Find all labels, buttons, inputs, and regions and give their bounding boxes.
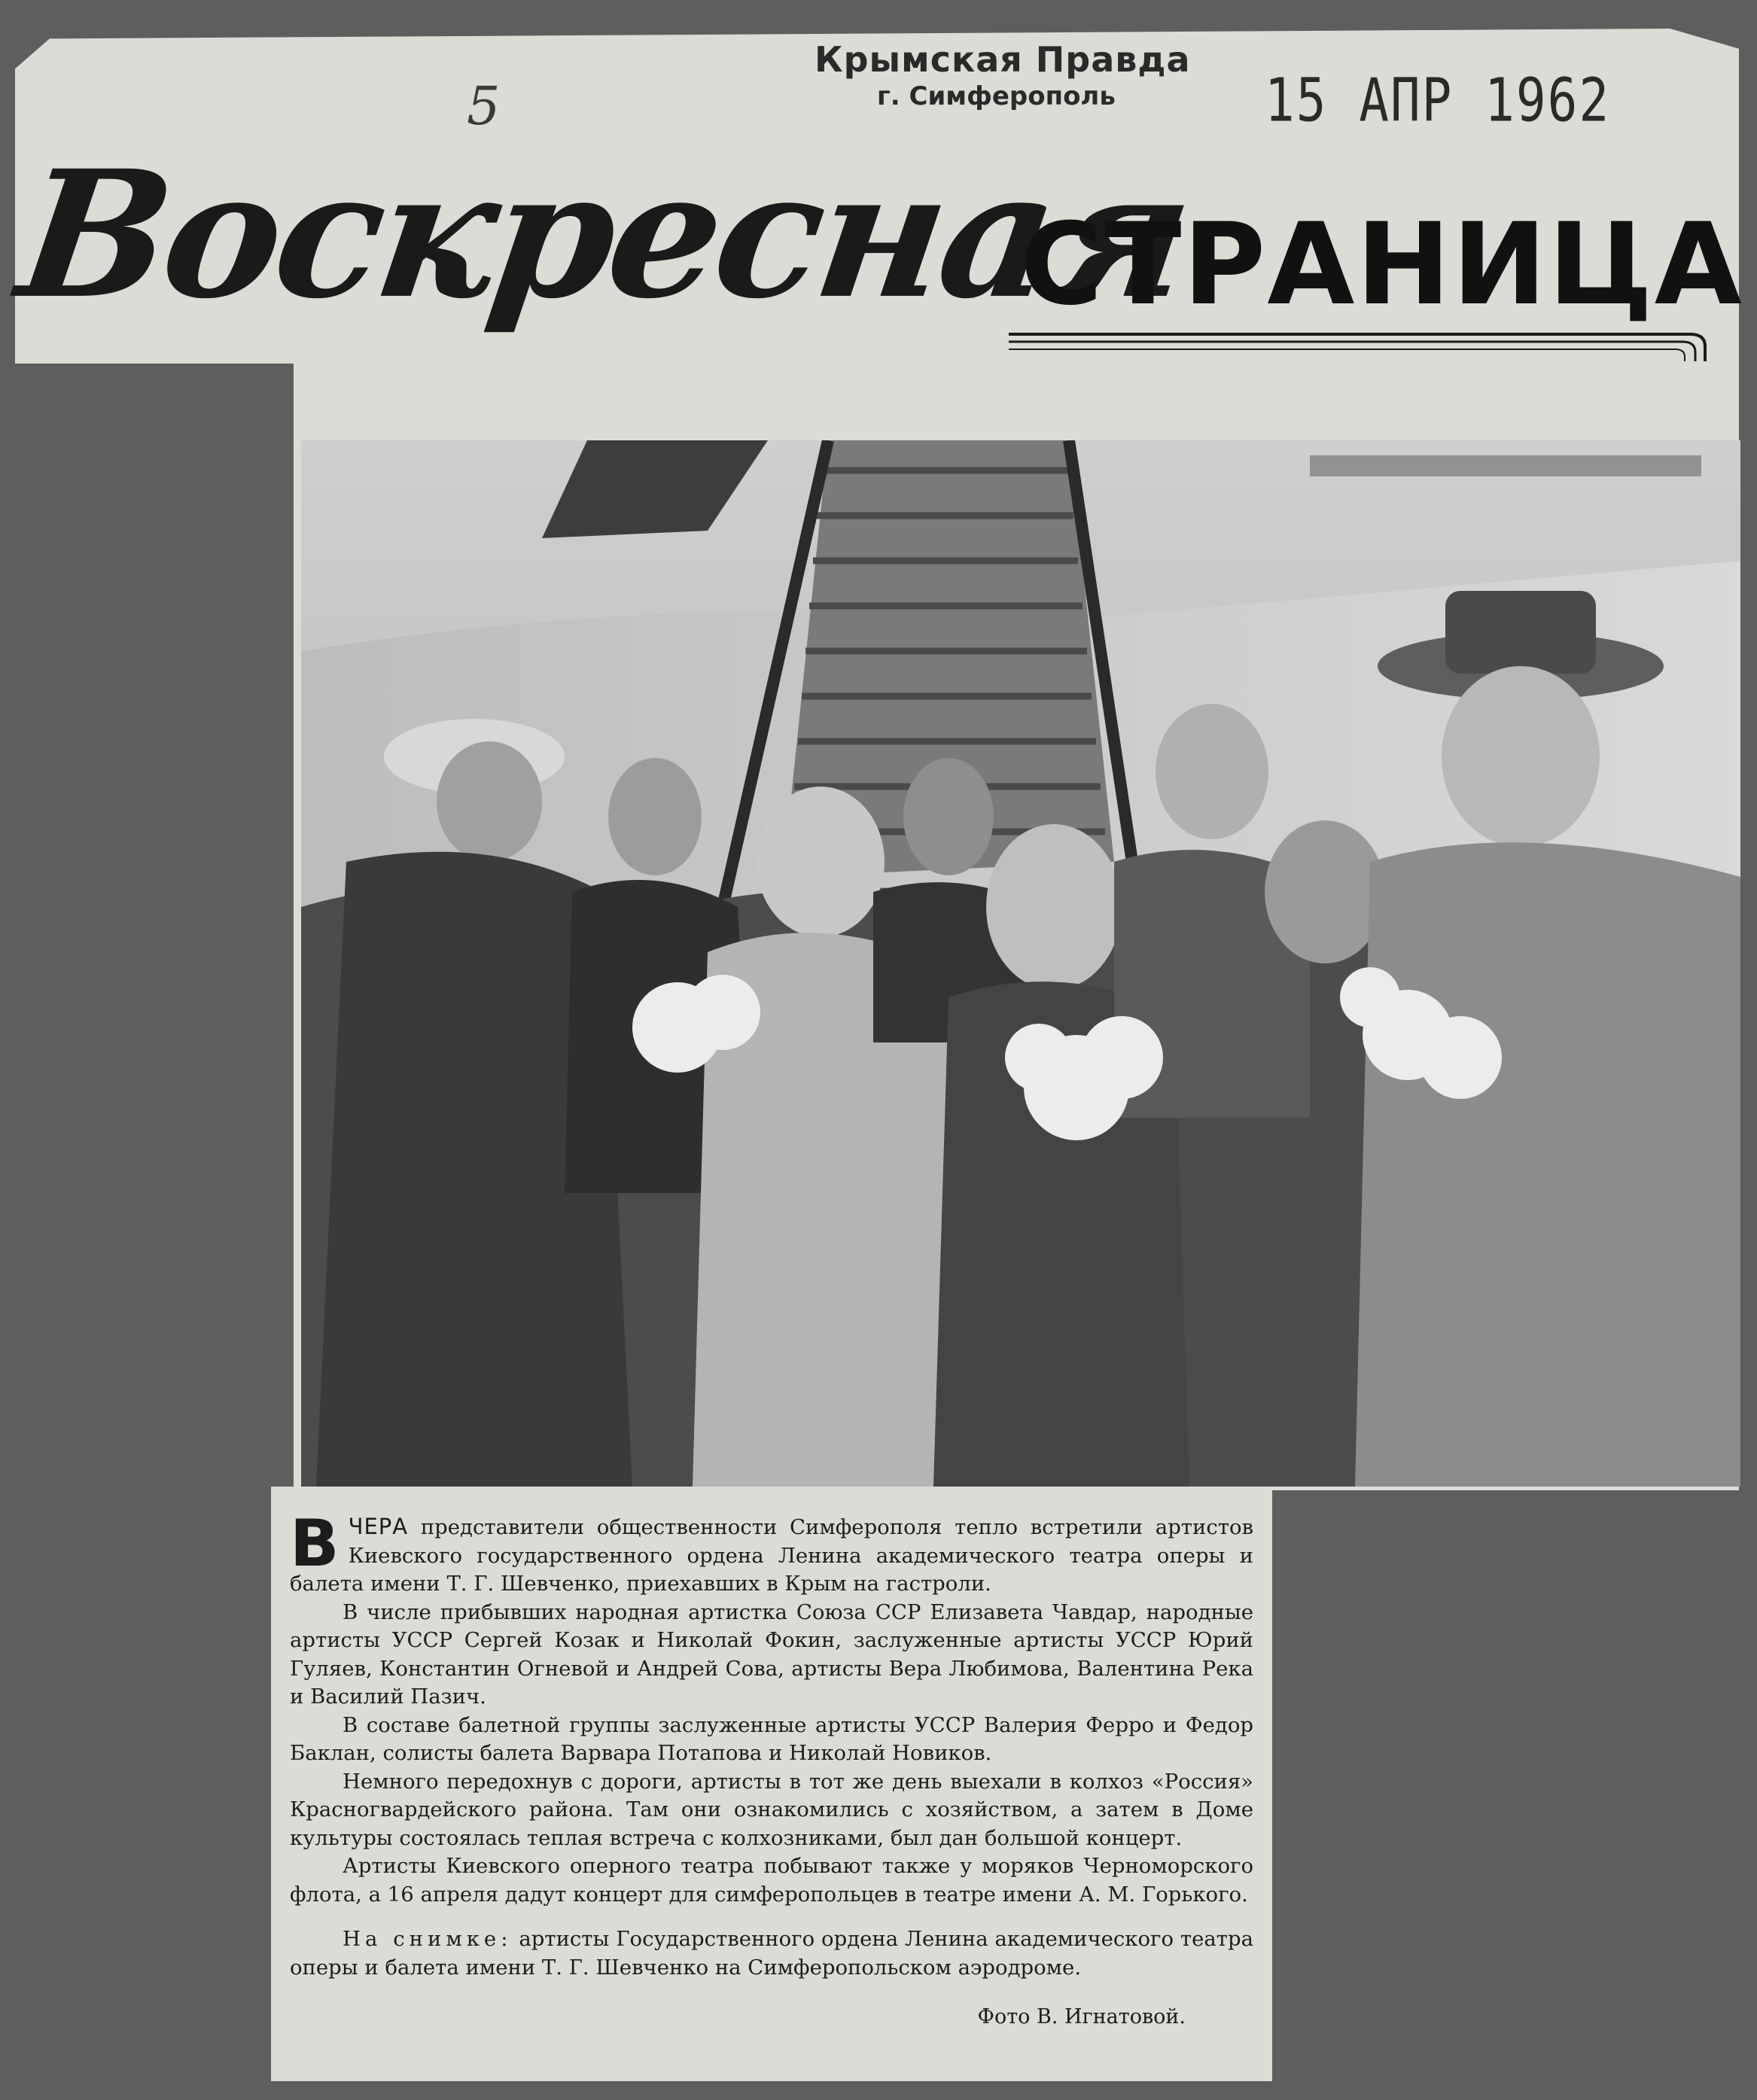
section-title-block: СТРАНИЦА bbox=[1020, 199, 1743, 330]
article bbox=[290, 1506, 1254, 2032]
stamp-city: г. Симферополь bbox=[877, 81, 1116, 111]
caption-text: артисты Государственного ордена Ленина академического театра оперы и балета имени Т. Г. Шевченко на Симферопольском аэродроме. bbox=[290, 1927, 1254, 1980]
paragraph-1-text: представители общественности Симферополя тепло встретили артистов Киевского государственного ордена Ленина академического театра оперы и балета имени Т. Г. Шевченко, приехавших в Крым на гастроли. bbox=[290, 1515, 1253, 1596]
article-paragraph-3: В составе балетной группы заслуженные артисты УССР Валерия Ферро и Федор Баклан, солисты балета Варвара Потапова и Николай Новиков. bbox=[290, 1712, 1253, 1765]
photo-credit: Фото В. Игнатовой. bbox=[977, 2005, 1186, 2028]
dropcap: В bbox=[290, 1506, 340, 1581]
photo-caption bbox=[290, 1925, 1253, 1982]
section-title-script: Воскресная bbox=[8, 132, 1200, 337]
caption-label: На снимке: bbox=[343, 1927, 513, 1951]
article-paragraph-1 bbox=[290, 1506, 1253, 1599]
article-paragraph-2: В числе прибывших народная артистка Союза ССР Елизавета Чавдар, народные артисты УССР Сергей Козак и Николай Фокин, заслуженные артисты УССР Юрий Гуляев, Константин Огневой и Андрей Сова, артисты Вера Любимова, Валентина Река и Василий Пазич. bbox=[290, 1599, 1253, 1709]
stamp-newspaper-name: Крымская Правда bbox=[815, 39, 1191, 80]
photo-artists-at-airport bbox=[301, 440, 1740, 1487]
photo-icon bbox=[301, 440, 1740, 1487]
lead-word: ЧЕРА bbox=[348, 1514, 409, 1539]
title-underline-decoration bbox=[1009, 331, 1709, 366]
stamp-date: 15 АПР 1962 bbox=[1265, 65, 1611, 135]
article-paragraph-4: Немного передохнув с дороги, артисты в тот же день выехали в колхоз «Россия» Красногвардейского района. Там они ознакомились с хозяйством, а затем в Доме культуры состоялась теплая встреча с колхозниками, был дан большой концерт. bbox=[290, 1769, 1253, 1850]
article-paragraph-5: Артисты Киевского оперного театра побывают также у моряков Черноморского флота, а 16 апреля дадут концерт для симферопольцев в театре имени А. М. Горького. bbox=[290, 1854, 1253, 1907]
handwritten-page-number: 5 bbox=[467, 75, 501, 137]
